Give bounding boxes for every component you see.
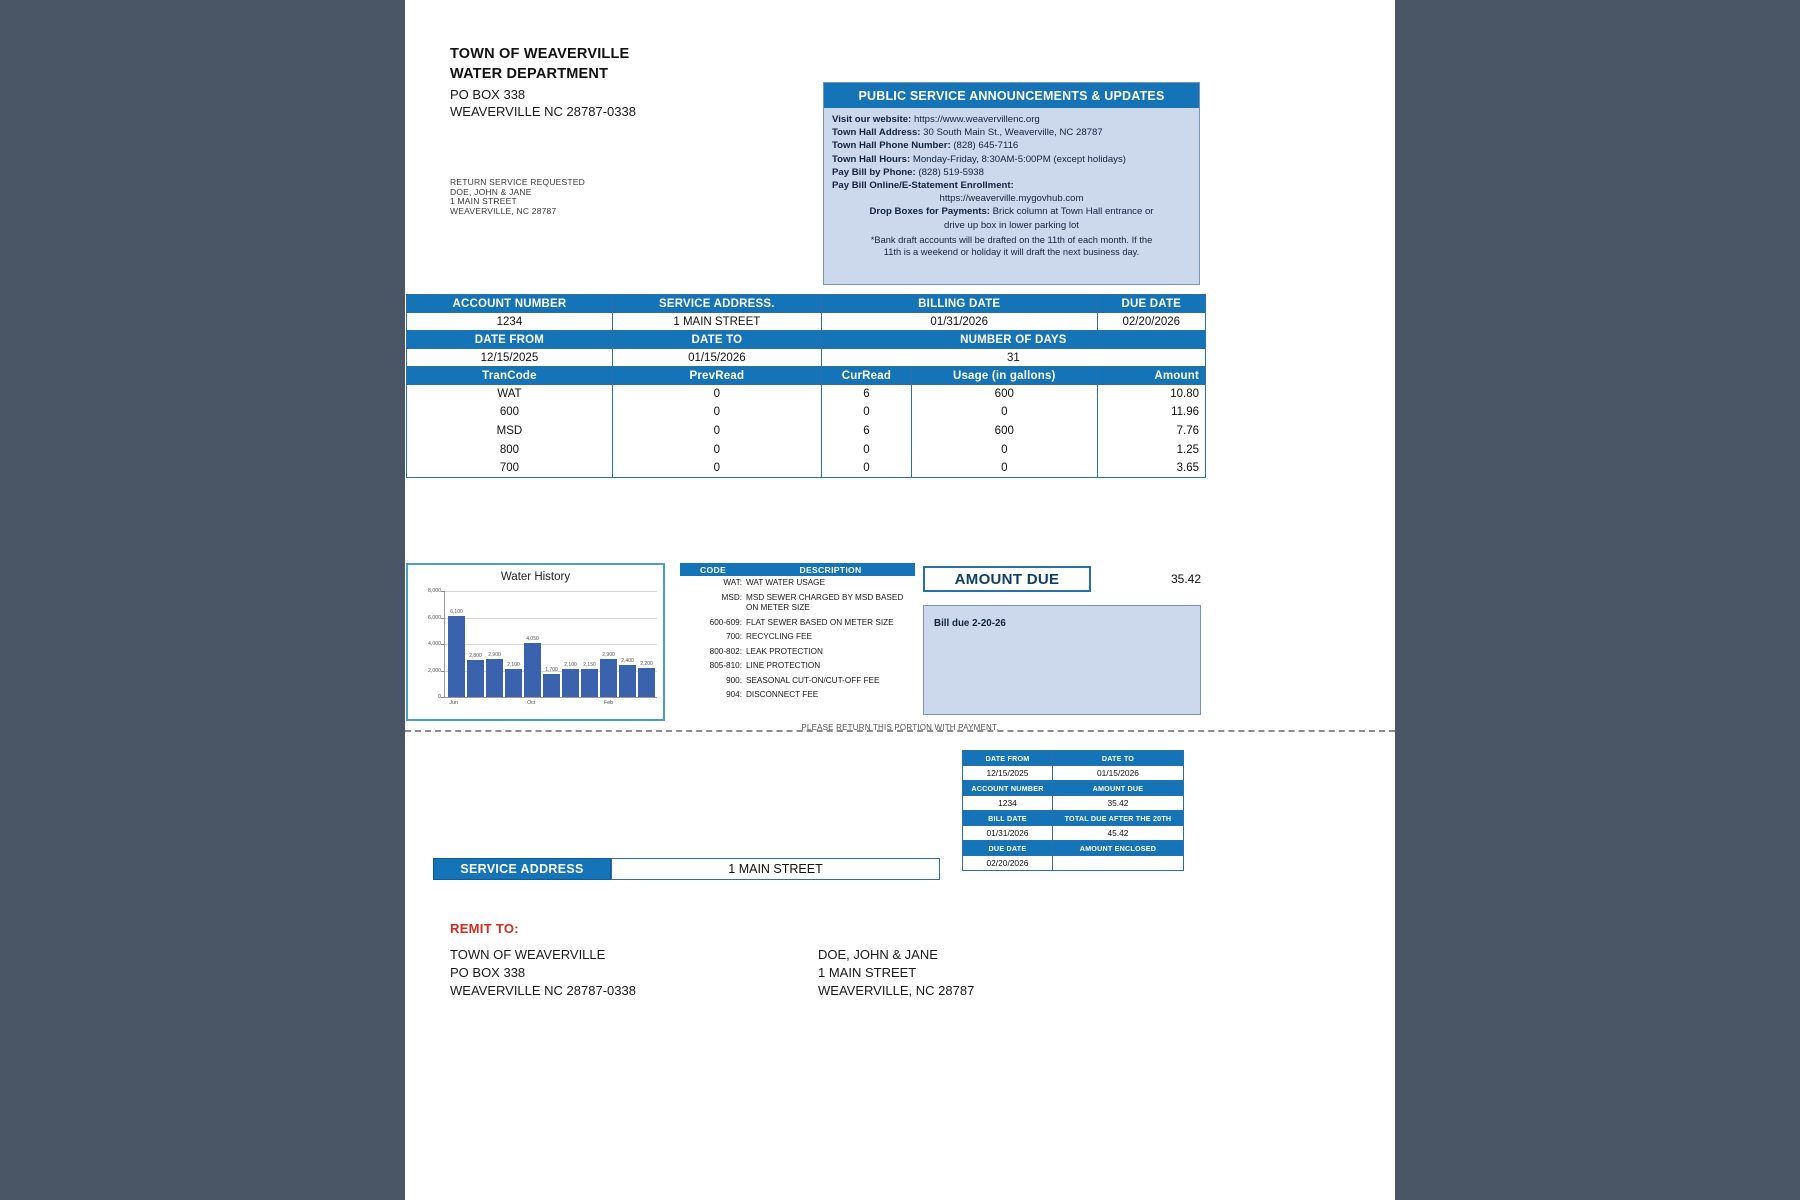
val-due-date: 02/20/2026: [1097, 313, 1205, 331]
table-row: [407, 403, 1206, 422]
stub-row-billdate-header: [963, 811, 1184, 826]
cell-curread: 0: [821, 459, 911, 478]
code-description-legend: [680, 563, 915, 703]
water-history-chart: [406, 563, 665, 721]
chart-bar: [581, 661, 598, 697]
val-billing-date: 01/31/2026: [821, 313, 1097, 331]
chart-y-tick-label: 8,000: [428, 588, 441, 594]
utility-name-line1: TOWN OF WEAVERVILLE: [450, 46, 630, 62]
psa-body: [824, 108, 1199, 259]
account-value-row: [407, 313, 1206, 331]
perforation-text: PLEASE RETURN THIS PORTION WITH PAYMENT.: [801, 723, 999, 732]
stub-row-dates-value: [963, 766, 1184, 781]
psa-dropbox-value: Brick column at Town Hall entrance or: [992, 206, 1154, 218]
list-item: [680, 576, 915, 591]
chart-bar-label: 6,100: [450, 609, 463, 616]
chart-y-tick-label: 4,000: [428, 641, 441, 647]
stub-amount-due-label: AMOUNT DUE: [1052, 781, 1183, 796]
psa-dropbox-line: [832, 205, 1191, 218]
code-legend-description: RECYCLING FEE: [746, 632, 812, 641]
chart-tick-mark: [441, 618, 445, 619]
psa-dropbox-label: Drop Boxes for Payments:: [869, 206, 990, 218]
psa-phone-label: Town Hall Phone Number:: [832, 140, 951, 152]
chart-x-axis: [444, 697, 657, 709]
stub-customer-address: [818, 946, 974, 1000]
code-legend-description: MSD SEWER CHARGED BY MSD BASED ON METER SIZE: [746, 592, 904, 612]
psa-payphone-value: (828) 519-5938: [918, 166, 984, 178]
list-item: [680, 645, 915, 660]
col-account-number: ACCOUNT NUMBER: [407, 295, 613, 313]
code-legend-rows: [680, 576, 915, 703]
code-legend-code: WAT:: [723, 578, 742, 587]
cell-curread: 0: [821, 403, 911, 422]
chart-bar: [505, 662, 522, 697]
code-legend-description: SEASONAL CUT-ON/CUT-OFF FEE: [746, 675, 880, 685]
cell-prevread: 0: [612, 422, 821, 441]
stub-row-billdate-value: [963, 826, 1184, 841]
table-row: [407, 440, 1206, 459]
list-item: [680, 674, 915, 689]
val-service-address: 1 MAIN STREET: [612, 313, 821, 331]
col-billing-date: BILLING DATE: [821, 295, 1097, 313]
utility-city-state-zip: WEAVERVILLE NC 28787-0338: [450, 104, 636, 119]
val-account-number: 1234: [407, 313, 613, 331]
cell-amount: 10.80: [1097, 385, 1205, 404]
code-legend-description: LEAK PROTECTION: [746, 646, 823, 656]
amount-due-message-box: [923, 605, 1201, 715]
remit-to-title: REMIT TO:: [450, 921, 519, 936]
stub-row-account-value: [963, 796, 1184, 811]
cell-amount: 11.96: [1097, 403, 1205, 422]
stub-date-to-value: 01/15/2026: [1052, 766, 1183, 781]
chart-plot-area: [428, 588, 657, 700]
psa-website-label: Visit our website:: [832, 114, 912, 125]
psa-note-line1: *Bank draft accounts will be drafted on the 11th of each month. If the: [870, 234, 1153, 245]
chart-bar: [448, 609, 465, 697]
chart-bar: [467, 652, 484, 697]
chart-bar-label: 2,100: [564, 662, 577, 669]
chart-x-tick-label: Jun: [449, 700, 458, 706]
stub-service-address-value: 1 MAIN STREET: [611, 858, 940, 880]
stub-row-account-header: [963, 781, 1184, 796]
cell-amount: 7.76: [1097, 422, 1205, 441]
psa-title: PUBLIC SERVICE ANNOUNCEMENTS & UPDATES: [824, 83, 1199, 108]
col-service-address: SERVICE ADDRESS.: [612, 295, 821, 313]
cell-curread: 6: [821, 385, 911, 404]
cell-trancode: 700: [407, 459, 613, 478]
stub-total-after-value: 45.42: [1052, 826, 1183, 841]
stub-date-from-value: 12/15/2025: [963, 766, 1053, 781]
stub-account-value: 1234: [963, 796, 1053, 811]
code-legend-code: 805-810:: [709, 661, 742, 670]
return-address-block: [450, 178, 585, 216]
code-legend-code: MSD:: [721, 592, 742, 602]
bill-document: [405, 0, 1395, 1200]
table-row: [407, 422, 1206, 441]
utility-po-box: PO BOX 338: [450, 87, 526, 102]
chart-bar: [619, 658, 636, 697]
psa-online-label: Pay Bill Online/E-Statement Enrollment:: [832, 180, 1014, 192]
cell-prevread: 0: [612, 459, 821, 478]
val-number-of-days: 31: [821, 349, 1205, 367]
psa-website-line: [832, 113, 1191, 126]
remit-line1: TOWN OF WEAVERVILLE: [450, 947, 606, 962]
amount-due-label: AMOUNT DUE: [923, 566, 1091, 592]
psa-bankdraft-note: [832, 234, 1191, 259]
cell-prevread: 0: [612, 440, 821, 459]
billing-summary-table: [406, 294, 1206, 478]
chart-y-tick-label: 2,000: [428, 667, 441, 674]
val-date-to: 01/15/2026: [612, 349, 821, 367]
table-row: [407, 459, 1206, 478]
chart-bar-label: 2,400: [621, 658, 634, 665]
psa-dropbox-value2: drive up box in lower parking lot: [944, 219, 1079, 231]
code-legend-code: 700:: [726, 632, 742, 641]
cell-usage: 0: [911, 459, 1097, 478]
chart-y-tick-label: 0: [438, 694, 441, 700]
chart-bar: [543, 667, 560, 697]
stub-due-date-label: DUE DATE: [963, 841, 1053, 856]
stub-row-duedate-value: [963, 856, 1184, 871]
cell-trancode: WAT: [407, 385, 613, 404]
cell-usage: 0: [911, 440, 1097, 459]
col-amount: Amount: [1097, 367, 1205, 385]
col-due-date: DUE DATE: [1097, 295, 1205, 313]
col-trancode: TranCode: [407, 367, 613, 385]
psa-online-line: [832, 179, 1191, 192]
charges-body: [407, 385, 1206, 478]
col-usage: Usage (in gallons): [911, 367, 1097, 385]
chart-y-tick-label: 6,000: [428, 614, 441, 621]
psa-online-value[interactable]: https://weaverville.mygovhub.com: [939, 193, 1084, 205]
psa-note-line2: 11th is a weekend or holiday it will draft the next business day.: [883, 247, 1140, 258]
cell-trancode: MSD: [407, 422, 613, 441]
utility-name-line2: WATER DEPARTMENT: [450, 66, 609, 82]
stub-amount-due-value: 35.42: [1052, 796, 1183, 811]
stub-total-after-label: TOTAL DUE AFTER THE 20TH: [1052, 811, 1183, 826]
stub-date-to-label: DATE TO: [1052, 751, 1183, 766]
stub-date-from-label: DATE FROM: [963, 751, 1053, 766]
psa-hours-label: Town Hall Hours:: [832, 153, 911, 165]
table-row: [407, 385, 1206, 404]
stub-amount-enclosed-label: AMOUNT ENCLOSED: [1052, 841, 1183, 856]
cell-prevread: 0: [612, 403, 821, 422]
code-legend-code: 800-802:: [709, 646, 742, 656]
chart-tick-mark: [441, 644, 445, 645]
chart-bar: [638, 660, 655, 697]
cell-curread: 6: [821, 422, 911, 441]
list-item: [680, 659, 915, 674]
stub-row-duedate-header: [963, 841, 1184, 856]
cell-amount: 3.65: [1097, 459, 1205, 478]
psa-hours-line: [832, 153, 1191, 166]
code-legend-description: DISCONNECT FEE: [746, 690, 819, 699]
val-date-from: 12/15/2025: [407, 349, 613, 367]
list-item: [680, 630, 915, 645]
chart-bar-label: 2,100: [507, 662, 520, 669]
code-legend-col-description: DESCRIPTION: [799, 564, 862, 575]
col-date-from: DATE FROM: [407, 331, 613, 349]
col-number-of-days: NUMBER OF DAYS: [821, 331, 1205, 349]
psa-website-value[interactable]: https://www.weavervillenc.org: [913, 114, 1040, 125]
psa-hours-value: Monday-Friday, 8:30AM-5:00PM (except holidays): [912, 153, 1126, 165]
code-legend-description: FLAT SEWER BASED ON METER SIZE: [746, 617, 894, 627]
psa-address-value: 30 South Main St., Weaverville, NC 28787: [923, 127, 1103, 139]
cell-usage: 0: [911, 403, 1097, 422]
stub-cust-line2: 1 MAIN STREET: [818, 965, 917, 980]
chart-tick-mark: [441, 671, 445, 672]
cell-trancode: 600: [407, 403, 613, 422]
stub-bill-date-value: 01/31/2026: [963, 826, 1053, 841]
cell-usage: 600: [911, 385, 1097, 404]
remit-line2: PO BOX 338: [450, 965, 526, 980]
psa-address-label: Town Hall Address:: [832, 127, 921, 139]
list-item: [680, 688, 915, 703]
cell-amount: 1.25: [1097, 440, 1205, 459]
remit-line3: WEAVERVILLE NC 28787-0338: [450, 983, 636, 998]
code-legend-code: 600-609:: [709, 617, 742, 627]
psa-phone-value: (828) 645-7116: [953, 140, 1019, 152]
chart-bar: [600, 651, 617, 697]
chart-bar: [562, 662, 579, 697]
customer-city-state-zip: WEAVERVILLE, NC 28787: [450, 205, 557, 216]
code-legend-description: WAT WATER USAGE: [746, 578, 825, 587]
chart-bar-label: 4,050: [526, 636, 539, 643]
chart-bar-label: 2,800: [469, 652, 482, 659]
list-item: [680, 591, 915, 616]
cell-prevread: 0: [612, 385, 821, 404]
customer-street: 1 MAIN STREET: [450, 196, 517, 207]
stub-due-date-value: 02/20/2026: [963, 856, 1053, 871]
amount-due-value: 35.42: [1170, 572, 1201, 586]
return-service-requested: RETURN SERVICE REQUESTED: [450, 177, 585, 187]
code-legend-header: [680, 563, 915, 576]
stub-service-address-label: SERVICE ADDRESS: [433, 858, 611, 880]
code-legend-description: LINE PROTECTION: [746, 661, 821, 670]
cell-curread: 0: [821, 440, 911, 459]
account-header-row: [407, 295, 1206, 313]
stub-amount-enclosed-input[interactable]: [1052, 856, 1183, 871]
charges-header-row: [407, 367, 1206, 385]
list-item: [680, 616, 915, 631]
cell-usage: 600: [911, 422, 1097, 441]
psa-payphone-line: [832, 166, 1191, 179]
payment-stub-table: [962, 750, 1184, 871]
psa-address-line: [832, 126, 1191, 139]
stub-account-label: ACCOUNT NUMBER: [963, 781, 1053, 796]
col-date-to: DATE TO: [612, 331, 821, 349]
psa-payphone-label: Pay Bill by Phone:: [832, 166, 916, 178]
chart-bar: [486, 651, 503, 697]
code-legend-code: 900:: [726, 675, 742, 685]
customer-name: DOE, JOHN & JANE: [450, 186, 532, 197]
col-curread: CurRead: [821, 367, 911, 385]
public-service-announcements-box: [823, 82, 1200, 285]
period-header-row: [407, 331, 1206, 349]
code-legend-code: 904:: [726, 690, 742, 699]
chart-x-tick-label: Oct: [527, 700, 536, 706]
cell-trancode: 800: [407, 440, 613, 459]
stub-row-dates-header: [963, 751, 1184, 766]
chart-bar-label: 2,900: [488, 651, 501, 658]
col-prevread: PrevRead: [612, 367, 821, 385]
chart-bars: [448, 591, 655, 697]
chart-bar-label: 2,150: [583, 661, 596, 668]
stub-bill-date-label: BILL DATE: [963, 811, 1053, 826]
chart-x-tick-label: Feb: [604, 700, 614, 706]
chart-bar-label: 2,200: [640, 660, 653, 667]
code-legend-col-code: CODE: [699, 564, 727, 575]
chart-bar: [524, 636, 541, 697]
chart-bar-label: 2,900: [602, 651, 615, 658]
chart-title: Water History: [500, 571, 571, 583]
remit-to-address: [450, 946, 636, 1000]
chart-tick-mark: [441, 591, 445, 592]
period-value-row: [407, 349, 1206, 367]
stub-cust-line3: WEAVERVILLE, NC 28787: [818, 983, 975, 998]
psa-phone-line: [832, 139, 1191, 152]
chart-bar-label: 1,700: [545, 667, 558, 674]
amount-due-message: Bill due 2-20-26: [934, 618, 1006, 629]
stub-cust-line1: DOE, JOHN & JANE: [818, 947, 938, 962]
